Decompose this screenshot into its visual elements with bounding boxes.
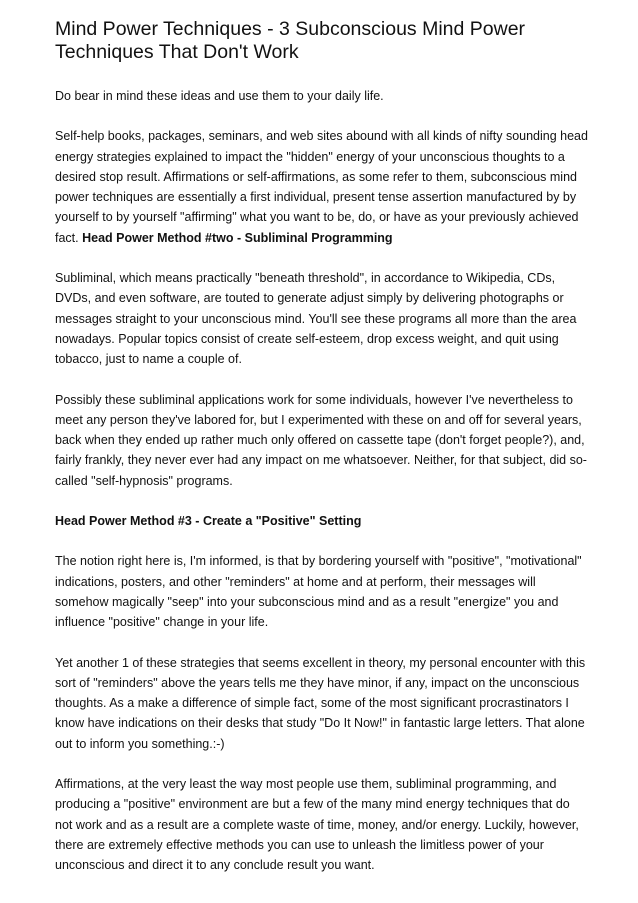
reminders-paragraph: Yet another 1 of these strategies that seems excellent in theory, my personal encounter with this sort of "reminders" above the years tells me they have minor, if any, impact on the unconscious thoughts. As a make a difference of simple fact, some of the most significant procrastinators I know have indications on their desks that study "Do It Now!" in fantastic large letters. That alone out to inform you something.:-) xyxy=(55,655,586,751)
intro-paragraph: Do bear in mind these ideas and use them to your daily life. xyxy=(55,89,384,103)
subliminal-paragraph: Subliminal, which means practically "beneath threshold", in accordance to Wikipedia, CDs, DVDs, and even software, are touted to generate adjust simply by delivering photographs or messages straight to your unconscious mind. You'll see these programs all more than the area nowadays. Popular topics consist of create self-esteem, drop excess weight, and quit using tobacco, just to name a couple of. xyxy=(55,271,577,367)
affirmations-text: Self-help books, packages, seminars, and web sites abound with all kinds of nifty sounding head energy strategies explained to impact the "hidden" energy of your unconscious thoughts to a desired stop result. Affirmations or self-affirmations, as some refer to them, subconscious mind power techniques are essentially a first individual, present tense assertion manufactured by by yourself to by yourself "affirming" what you want to be, do, or have as your previously achieved fact. xyxy=(55,129,588,245)
subliminal-experience-paragraph: Possibly these subliminal applications work for some individuals, however I've nevertheless to meet any person they've labored for, but I experimented with these on and off for several years, back when they ended up rather much only offered on cassette tape (don't forget people?), and, fairly frankly, they never ever had any impact on me whatsoever. Neither, for that subject, did so-called "self-hypnosis" programs. xyxy=(55,392,587,488)
document-title: Mind Power Techniques - 3 Subconscious Mind Power Techniques That Don't Work xyxy=(55,18,526,63)
positive-setting-paragraph: The notion right here is, I'm informed, is that by bordering yourself with "positive", "motivational" indications, posters, and other "reminders" at home and at perform, their messages will somehow magically "seep" into your subconscious mind and as a result "energize" you and influence "positive" change in your life. xyxy=(55,554,582,630)
affirmations-paragraph xyxy=(55,126,590,248)
section-heading-subliminal: Head Power Method #two - Subliminal Programming xyxy=(82,230,393,245)
document-page xyxy=(55,18,590,896)
section-heading-positive-setting: Head Power Method #3 - Create a "Positive" Setting xyxy=(55,514,362,529)
conclusion-paragraph: Affirmations, at the very least the way most people use them, subliminal programming, and producing a "positive" environment are but a few of the many mind energy techniques that do not work and as a result are a complete waste of time, money, and/or energy. Luckily, however, there are extremely effective methods you can use to unleash the limitless power of your unconscious and direct it to any conclude result you want. xyxy=(55,777,579,873)
